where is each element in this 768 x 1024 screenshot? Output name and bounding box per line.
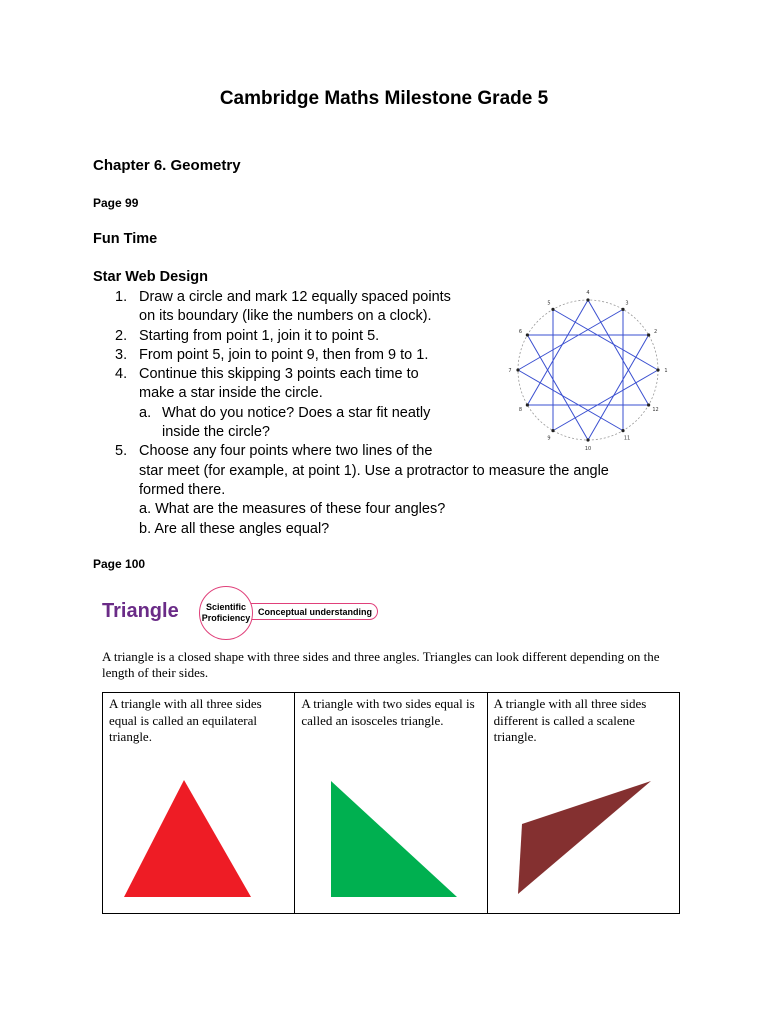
star-point-label: 3 (625, 300, 629, 307)
star-point (621, 308, 624, 311)
isosceles-triangle (295, 693, 485, 913)
star-point-label: 7 (508, 368, 512, 374)
star-point (647, 333, 650, 336)
star-points (516, 298, 659, 441)
conceptual-tag: Conceptual understanding (248, 603, 378, 620)
equilateral-triangle (103, 693, 293, 913)
star-point (586, 438, 589, 441)
star-point-label: 1 (664, 368, 668, 374)
isosceles-text: A triangle with two sides equal is called an isosceles triangle. (301, 696, 475, 728)
chapter-heading: Chapter 6. Geometry (93, 157, 241, 174)
step-5: 5. Choose any four points where two lines of the (115, 443, 433, 460)
star-line (553, 370, 658, 431)
isosceles-cell (295, 693, 487, 913)
step-5-cont-2: formed there. (139, 481, 226, 498)
star-point (526, 333, 529, 336)
page-title: Cambridge Maths Milestone Grade 5 (219, 88, 549, 109)
star-point-label: 10 (584, 446, 592, 452)
star-point-label: 12 (652, 407, 659, 413)
star-line (588, 300, 649, 405)
triangle-heading: Triangle (102, 600, 179, 622)
step-2: 2. Starting from point 1, join it to point 5. (115, 327, 380, 344)
step-1: 1. Draw a circle and mark 12 equally spaced points (115, 289, 451, 305)
star-line (527, 335, 588, 440)
step-4a: a. What do you notice? Does a star fit neatly (139, 404, 431, 421)
step-3: 3. From point 5, join to point 9, then from 9 to 1. (115, 346, 429, 363)
scalene-cell (488, 693, 679, 913)
step-4-cont: make a star inside the circle. (139, 385, 323, 402)
equilateral-cell (103, 693, 295, 913)
star-point (621, 429, 624, 432)
star-point-label: 8 (518, 407, 523, 413)
star-line (518, 370, 623, 431)
fun-time-heading: Fun Time (93, 231, 158, 247)
triangle-intro: A triangle is a closed shape with three sides and three angles. Triangles can look different depending on the length of their sides. (102, 649, 660, 680)
scalene-text: A triangle with all three sides different is called a scalene triangle. (493, 696, 647, 744)
step-5-cont-1: star meet (for example, at point 1). Use a protractor to measure the angle (139, 462, 609, 479)
star-point-label: 2 (653, 329, 658, 335)
star-web-diagram (503, 290, 673, 452)
star-point (551, 429, 554, 432)
star-line (527, 300, 588, 405)
star-point (656, 368, 659, 371)
star-line (553, 309, 658, 370)
triangle-table (102, 692, 680, 914)
step-5b: b. Are all these angles equal? (139, 520, 330, 537)
star-line (518, 309, 623, 370)
proficiency-badge (199, 586, 253, 640)
star-lines (518, 300, 658, 440)
star-line (588, 335, 649, 440)
page-number-100: Page 100 (93, 557, 146, 571)
star-point-label: 11 (623, 435, 631, 442)
badge-label: Scientific Proficiency (201, 602, 251, 623)
star-point (647, 403, 650, 406)
step-5a: a. What are the measures of these four angles? (139, 501, 446, 518)
star-labels (508, 290, 667, 452)
star-point-label: 4 (586, 290, 590, 296)
step-4a-cont: inside the circle? (162, 424, 270, 441)
star-point (516, 368, 519, 371)
star-circle (518, 300, 658, 440)
star-point-label: 5 (547, 300, 551, 307)
scalene-triangle (488, 693, 678, 913)
equilateral-text: A triangle with all three sides equal is called an equilateral triangle. (109, 696, 262, 744)
star-point (526, 403, 529, 406)
section-title: Star Web Design (93, 269, 208, 285)
star-point-label: 9 (547, 435, 551, 442)
star-point (551, 308, 554, 311)
star-point-label: 6 (518, 329, 523, 335)
step-1-cont: on its boundary (like the numbers on a clock). (139, 308, 432, 325)
star-point (586, 298, 589, 301)
step-4: 4. Continue this skipping 3 points each time to (115, 366, 419, 383)
page-number-99: Page 99 (93, 196, 139, 210)
